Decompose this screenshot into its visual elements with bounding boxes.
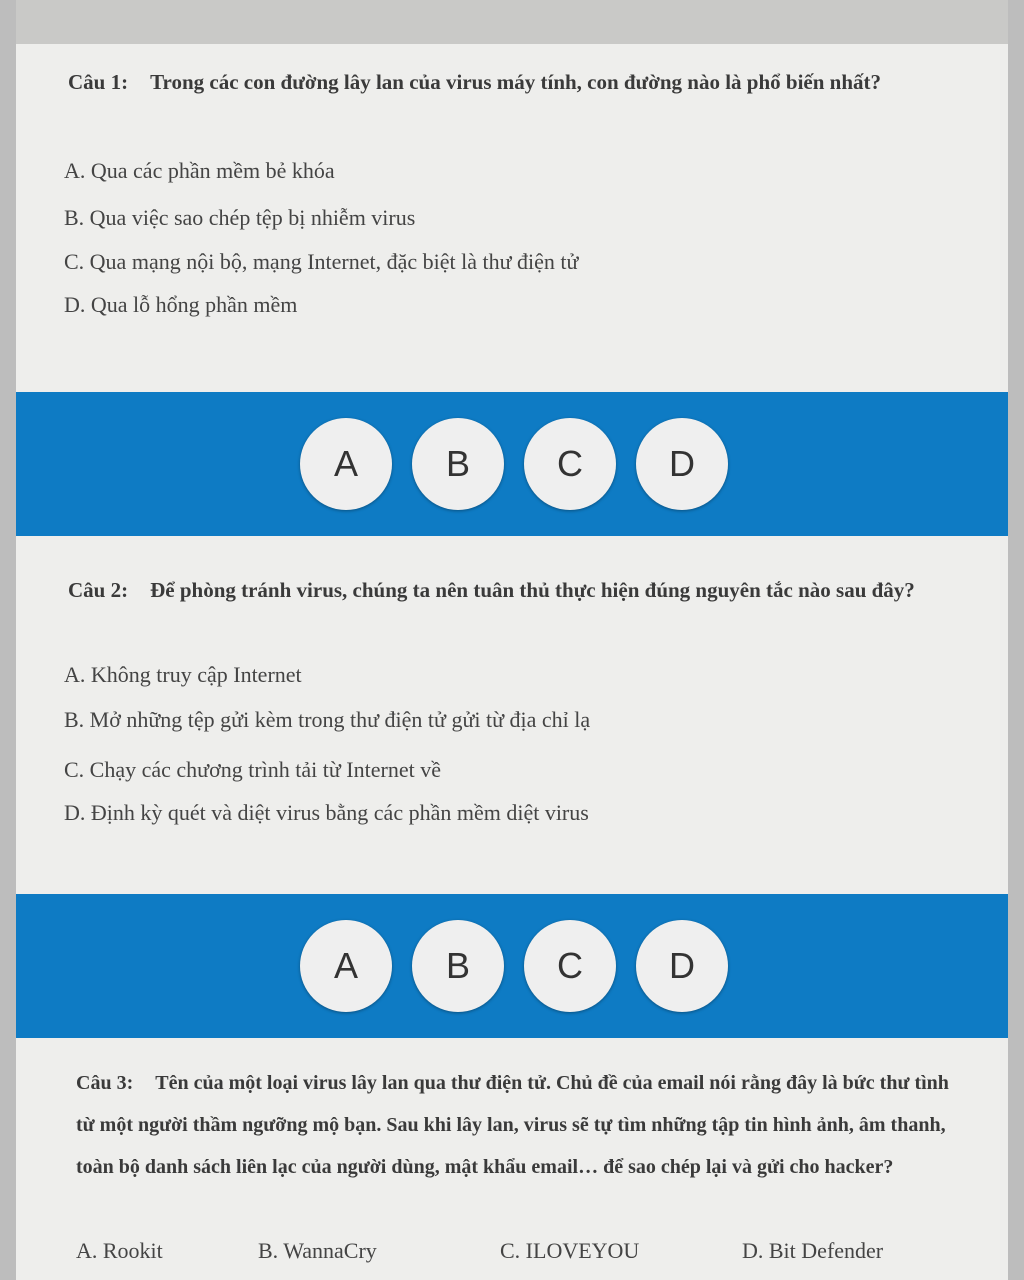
q1-answer-c-button[interactable]: C xyxy=(524,418,616,510)
q2-answer-d-button[interactable]: D xyxy=(636,920,728,1012)
top-bar xyxy=(16,0,1008,44)
question-1-body: Trong các con đường lây lan của virus máy tính, con đường nào là phổ biến nhất? xyxy=(150,70,882,94)
q1-option-a: A. Qua các phần mềm bẻ khóa xyxy=(64,158,335,183)
question-3-number: Câu 3: xyxy=(76,1072,134,1094)
q3-option-b: B. WannaCry xyxy=(258,1238,377,1263)
question-3-body: Tên của một loại virus lây lan qua thư điện tử. Chủ đề của email nói rằng đây là bức thư tình từ một người thầm ngưỡng mộ bạn. Sau khi lây lan, virus sẽ tự tìm những tập tin hình ảnh, âm thanh, toàn bộ danh sách liên lạc của người dùng, mật khẩu email… để sao chép lại và gửi cho hacker? xyxy=(76,1072,949,1178)
q1-answer-b-button[interactable]: B xyxy=(412,418,504,510)
q1-option-b: B. Qua việc sao chép tệp bị nhiễm virus xyxy=(64,205,416,230)
q2-option-b: B. Mở những tệp gửi kèm trong thư điện tử gửi từ địa chỉ lạ xyxy=(64,707,591,732)
q1-answer-d-button[interactable]: D xyxy=(636,418,728,510)
q3-option-d: D. Bit Defender xyxy=(742,1238,884,1263)
q1-answer-bar xyxy=(16,392,1008,536)
q1-option-c: C. Qua mạng nội bộ, mạng Internet, đặc biệt là thư điện tử xyxy=(64,249,579,274)
q2-answer-c-button[interactable]: C xyxy=(524,920,616,1012)
q2-answer-bar xyxy=(16,894,1008,1038)
q2-option-d: D. Định kỳ quét và diệt virus bằng các phần mềm diệt virus xyxy=(64,800,589,825)
q2-answer-a-button[interactable]: A xyxy=(300,920,392,1012)
q3-option-a: A. Rookit xyxy=(76,1238,163,1263)
q2-option-a: A. Không truy cập Internet xyxy=(64,662,302,687)
question-2-body: Để phòng tránh virus, chúng ta nên tuân thủ thực hiện đúng nguyên tắc nào sau đây? xyxy=(150,578,915,602)
q2-option-c: C. Chạy các chương trình tải từ Internet về xyxy=(64,757,441,782)
q3-option-c: C. ILOVEYOU xyxy=(500,1238,640,1263)
question-2-number: Câu 2: xyxy=(68,578,129,602)
q2-answer-b-button[interactable]: B xyxy=(412,920,504,1012)
question-1-number: Câu 1: xyxy=(68,70,129,94)
question-1-text xyxy=(68,60,958,104)
q1-answer-a-button[interactable]: A xyxy=(300,418,392,510)
quiz-screen xyxy=(16,0,1008,1280)
question-2-text xyxy=(68,568,958,612)
q1-option-d: D. Qua lỗ hổng phần mềm xyxy=(64,292,298,317)
question-3-text xyxy=(76,1062,966,1188)
